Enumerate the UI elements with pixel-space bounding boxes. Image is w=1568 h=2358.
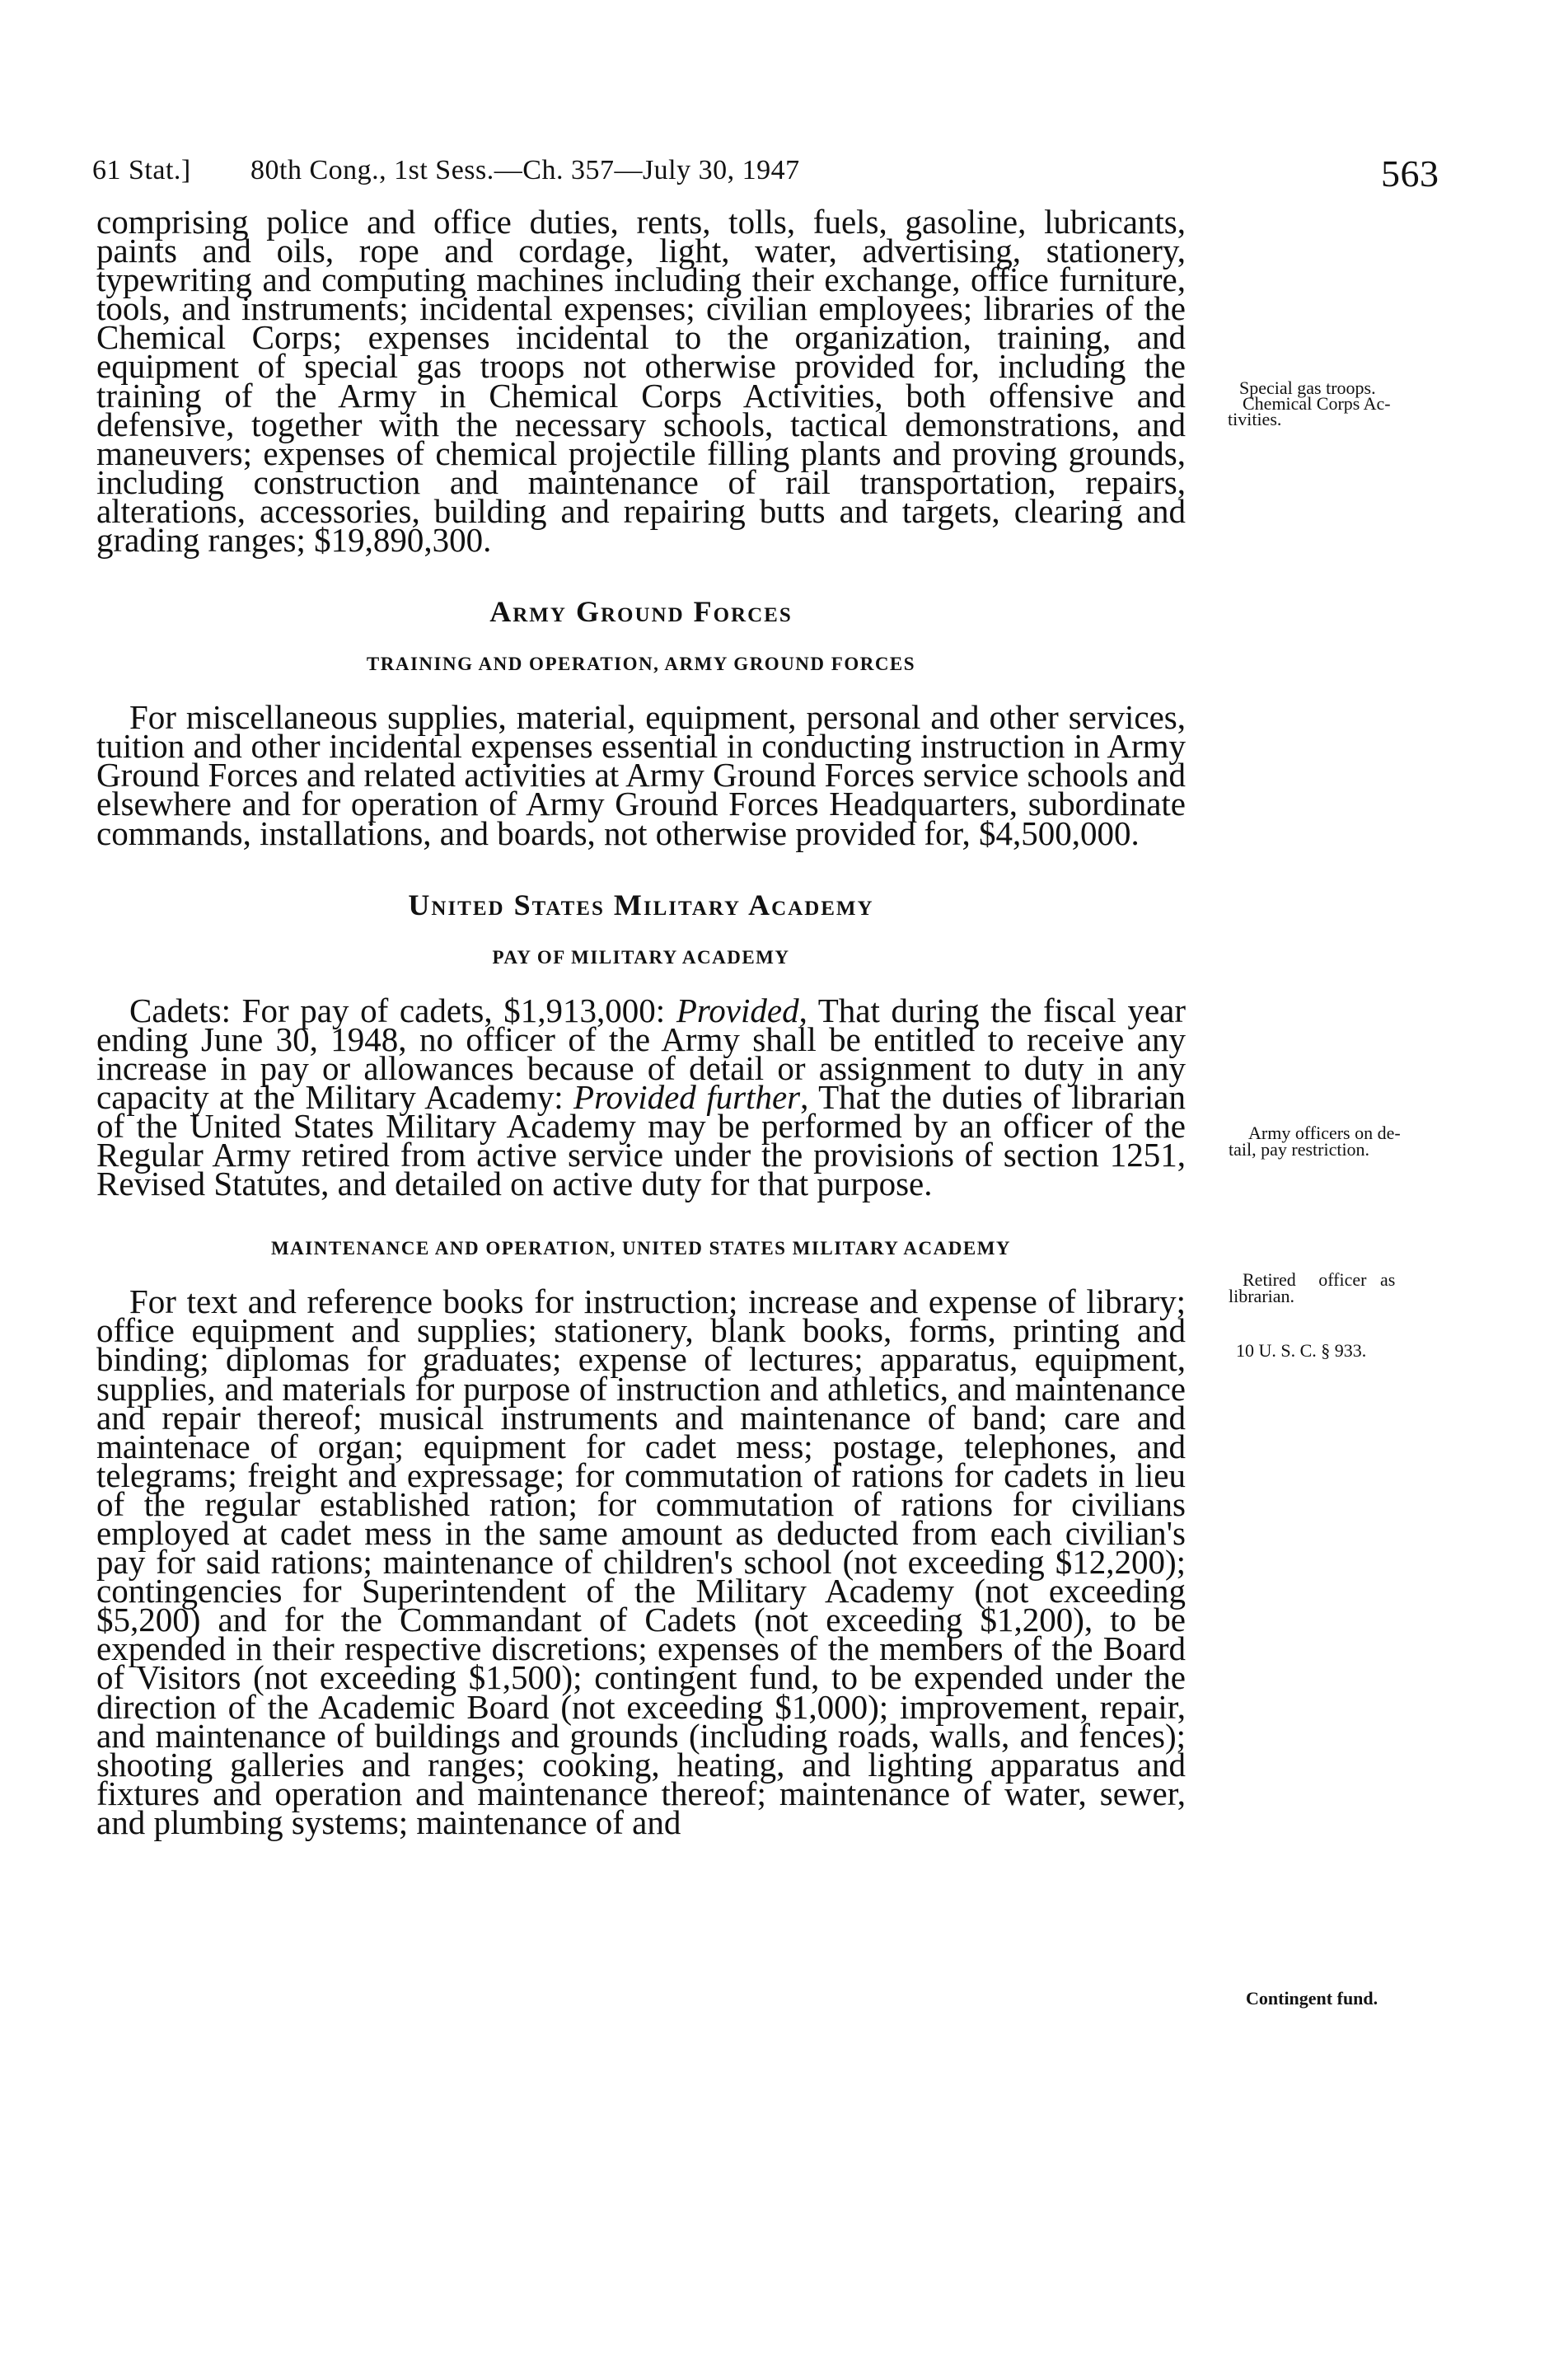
cadets-pay-paragraph bbox=[96, 991, 1186, 1203]
margin-note-army-officers-1: Army officers on de- bbox=[1248, 1123, 1401, 1143]
cadets-pay-text-1: Cadets: For pay of cadets, $1,913,000: bbox=[129, 991, 676, 1029]
section-heading-army-ground-forces: Army Ground Forces bbox=[489, 595, 793, 629]
margin-note-usc-citation: 10 U. S. C. § 933. bbox=[1236, 1340, 1367, 1361]
army-ground-forces-paragraph: For miscellaneous supplies, material, equipment, personal and other services, tuition and other incidental expenses essential in conducting instruction in Army Ground Forces and related activities at Army Ground Forces service schools and elsewhere and for operation of Army Ground Forces Headquarters, subordinate commands, installations, and boards, not otherwise provided for, $4,500,000. bbox=[96, 698, 1186, 852]
cadets-pay-text-2: , That during the fiscal year ending June 30, 1948, no officer of the Army shall be entitled to receive any increase in pay or allowances because of detail or assignment to duty in any capacity at the Military Academy: bbox=[96, 991, 1186, 1116]
subheading-pay-academy: PAY OF MILITARY ACADEMY bbox=[492, 946, 790, 968]
provided-italic: Provided bbox=[676, 991, 799, 1029]
statute-reference: 61 Stat.] bbox=[92, 155, 191, 185]
provided-further-italic: Provided further bbox=[573, 1077, 801, 1116]
chemical-corps-paragraph: comprising police and office duties, rents, tolls, fuels, gasoline, lubricants, paints and oils, rope and cordage, light, water, advertising, stationery, typewriting and computing machines including their exchange, office furniture, tools, and instruments; incidental expenses; civilian employees; libraries of the Chemical Corps; expenses incidental to the organization, training, and equipment of special gas troops not otherwise provided for, including the training of the Army in Chemical Corps Activities, both offensive and defensive, together with the necessary schools, tactical demonstrations, and maneuvers; expenses of chemical projectile filling plants and proving grounds, including construction and maintenance of rail transportation, repairs, alterations, accessories, building and repairing butts and targets, clearing and grading ranges; $19,890,300. bbox=[96, 203, 1186, 560]
margin-note-retired-1: Retired officer as bbox=[1243, 1269, 1396, 1290]
cadets-pay-text-3: , That the duties of librarian of the United States Military Academy may be performed by an officer of the Regular Army retired from active service under the provisions of section 1251, Revised Statutes, and detailed on active duty for that purpose. bbox=[96, 1077, 1186, 1203]
margin-note-special-gas-troops: Special gas troops. bbox=[1239, 377, 1376, 398]
subheading-maintenance-operation: MAINTENANCE AND OPERATION, UNITED STATES MILITARY ACADEMY bbox=[270, 1238, 1012, 1259]
session-chapter-date: 80th Cong., 1st Sess.—Ch. 357—July 30, 1947 bbox=[250, 155, 800, 185]
section-heading-military-academy: United States Military Academy bbox=[408, 888, 874, 921]
maintenance-paragraph: For text and reference books for instruction; increase and expense of library; office equipment and supplies; stationery, blank books, forms, printing and binding; diplomas for graduates; expense of lectures; apparatus, equipment, supplies, and materials for purpose of instruction and athletics, and maintenance and repair thereof; musical instruments and maintenance of band; care and maintenace of organ; equipment for cadet mess; postage, telephones, and telegrams; freight and expressage; for commutation of rations for cadets in lieu of the regular established ration; for commutation of rations for civilians employed at cadet mess in the same amount as deducted from each civilian's pay for said rations; maintenance of children's school (not exceeding $12,200); contingencies for Superintendent of the Military Academy (not exceeding $5,200) and for the Commandant of Cadets (not exceeding $1,200), to be expended in their respective discretions; expenses of the members of the Board of Visitors (not exceeding $1,500); contingent fund, to be expended under the direction of the Academic Board (not exceeding $1,000); improvement, repair, and maintenance of buildings and grounds (including roads, walls, and fences); shooting galleries and ranges; cooking, heating, and lighting apparatus and fixtures and operation and maintenance thereof; maintenance of water, sewer, and plumbing systems; maintenance of and bbox=[96, 1282, 1186, 1841]
page-header bbox=[92, 152, 1439, 204]
margin-note-retired-2: librarian. bbox=[1229, 1286, 1295, 1306]
page-number: 563 bbox=[1381, 152, 1439, 195]
main-text-column bbox=[96, 203, 1186, 1841]
margin-note-chemical-corps-2: tivities. bbox=[1228, 409, 1282, 429]
margin-note-chemical-corps-1: Chemical Corps Ac- bbox=[1243, 393, 1391, 414]
margin-note-contingent-fund: Contingent fund. bbox=[1246, 1988, 1378, 2009]
margin-note-army-officers-2: tail, pay restriction. bbox=[1229, 1139, 1370, 1160]
subheading-training-operation: TRAINING AND OPERATION, ARMY GROUND FORCES bbox=[366, 654, 916, 675]
